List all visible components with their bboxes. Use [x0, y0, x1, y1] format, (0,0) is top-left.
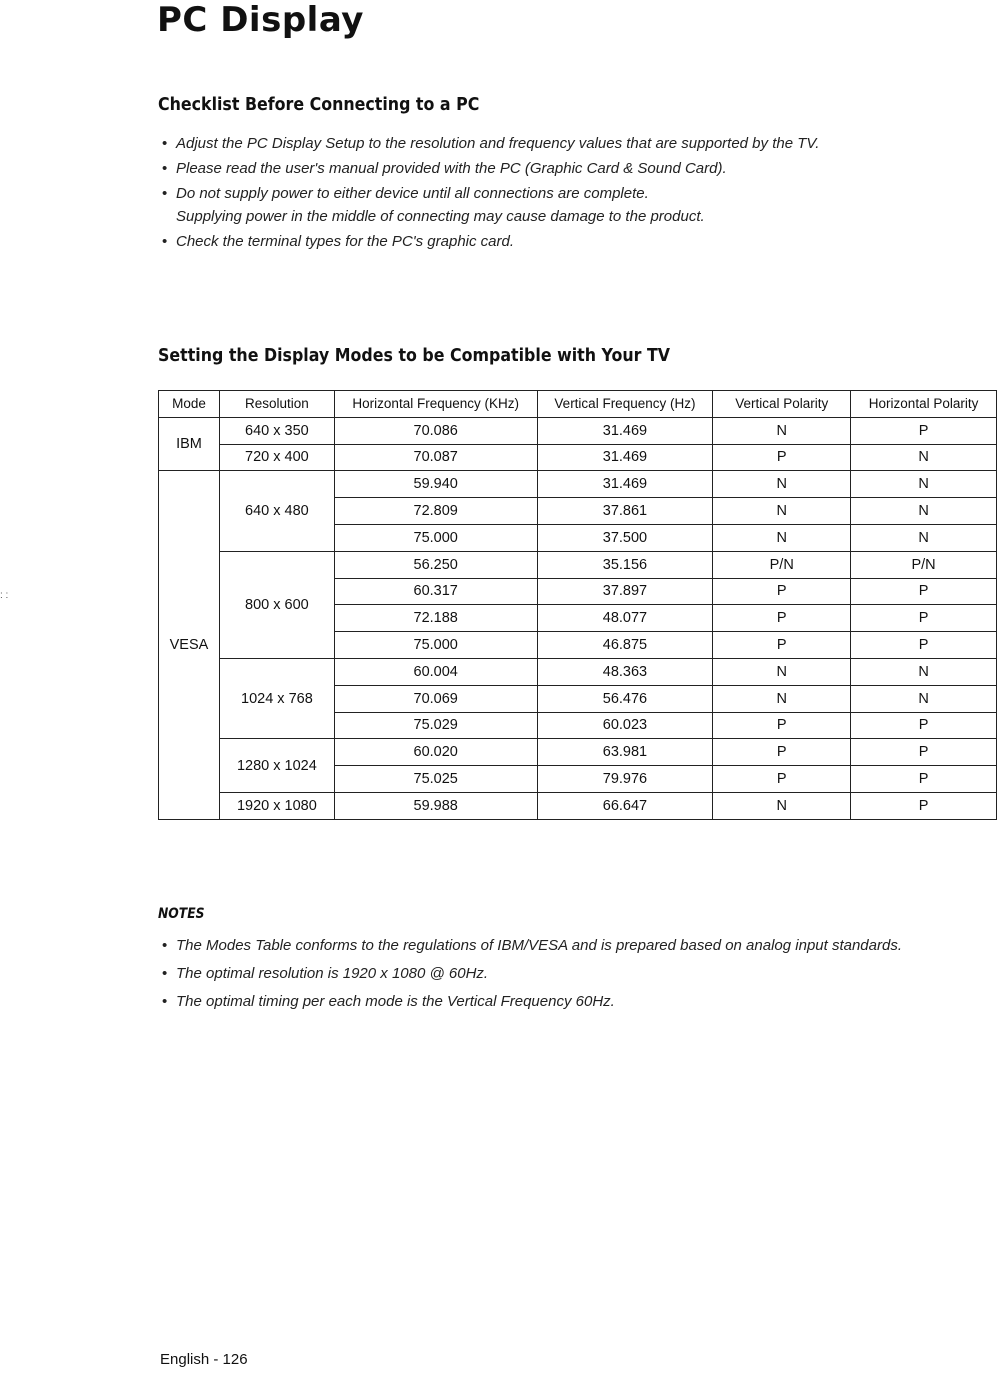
vpol-cell: N [713, 471, 851, 498]
hfreq-cell: 72.809 [334, 498, 537, 525]
column-header: Horizontal Polarity [851, 391, 997, 418]
hfreq-cell: 75.025 [334, 766, 537, 793]
checklist-item-text: • Adjust the PC Display Setup to the resolution and frequency values that are supported by the TV. [176, 135, 820, 152]
table-row [159, 471, 997, 498]
resolution-cell: 720 x 400 [219, 444, 334, 471]
vpol-cell: P/N [713, 551, 851, 578]
resolution-cell: 1920 x 1080 [219, 792, 334, 819]
column-header: Resolution [219, 391, 334, 418]
hfreq-cell: 70.069 [334, 685, 537, 712]
page-title: PC Display [157, 0, 364, 40]
display-modes-table [158, 390, 997, 820]
vpol-cell: P [713, 712, 851, 739]
hfreq-cell: 59.940 [334, 471, 537, 498]
hpol-cell: P [851, 739, 997, 766]
vfreq-cell: 31.469 [537, 471, 713, 498]
hpol-cell: P [851, 417, 997, 444]
vpol-cell: N [713, 685, 851, 712]
checklist-item [160, 157, 995, 180]
vpol-cell: N [713, 498, 851, 525]
hpol-cell: N [851, 444, 997, 471]
table-row [159, 792, 997, 819]
hfreq-cell: 72.188 [334, 605, 537, 632]
table-row [159, 658, 997, 685]
hpol-cell: N [851, 685, 997, 712]
vfreq-cell: 48.363 [537, 658, 713, 685]
checklist-item [160, 230, 995, 253]
vfreq-cell: 37.897 [537, 578, 713, 605]
hpol-cell: N [851, 498, 997, 525]
vfreq-cell: 56.476 [537, 685, 713, 712]
checklist-heading: Checklist Before Connecting to a PC [158, 94, 480, 115]
vpol-cell: P [713, 632, 851, 659]
vfreq-cell: 48.077 [537, 605, 713, 632]
vfreq-cell: 63.981 [537, 739, 713, 766]
vpol-cell: P [713, 444, 851, 471]
notes-item-text: • The optimal timing per each mode is the Vertical Frequency 60Hz. [176, 993, 615, 1010]
vpol-cell: P [713, 578, 851, 605]
hpol-cell: P [851, 792, 997, 819]
hpol-cell: P [851, 766, 997, 793]
checklist-item-text: • Check the terminal types for the PC's graphic card. [176, 233, 515, 250]
notes-list [160, 934, 995, 1018]
vpol-cell: P [713, 739, 851, 766]
hpol-cell: N [851, 524, 997, 551]
notes-heading: NOTES [158, 906, 205, 922]
column-header: Vertical Polarity [713, 391, 851, 418]
column-header: Vertical Frequency (Hz) [537, 391, 713, 418]
hfreq-cell: 75.000 [334, 632, 537, 659]
notes-item-text: • The optimal resolution is 1920 x 1080 @ 60Hz. [176, 965, 489, 982]
column-header: Mode [159, 391, 220, 418]
hpol-cell: P [851, 578, 997, 605]
table-header-row [159, 391, 997, 418]
hfreq-cell: 56.250 [334, 551, 537, 578]
table-row [159, 551, 997, 578]
hpol-cell: N [851, 658, 997, 685]
display-modes-heading: Setting the Display Modes to be Compatible with Your TV [158, 345, 671, 366]
table-row [159, 417, 997, 444]
hfreq-cell: 60.317 [334, 578, 537, 605]
checklist-item [160, 182, 995, 228]
checklist-list [160, 132, 995, 255]
vpol-cell: N [713, 417, 851, 444]
vfreq-cell: 37.500 [537, 524, 713, 551]
checklist-item-text: Supplying power in the middle of connecting may cause damage to the product. [176, 208, 705, 225]
hfreq-cell: 75.029 [334, 712, 537, 739]
vfreq-cell: 37.861 [537, 498, 713, 525]
vpol-cell: N [713, 658, 851, 685]
resolution-cell: 800 x 600 [219, 551, 334, 658]
hfreq-cell: 60.004 [334, 658, 537, 685]
checklist-item-text: • Do not supply power to either device until all connections are complete. [176, 185, 649, 202]
margin-mark: : : [0, 590, 9, 601]
table-row [159, 739, 997, 766]
notes-item [160, 934, 995, 957]
vfreq-cell: 66.647 [537, 792, 713, 819]
vpol-cell: P [713, 766, 851, 793]
hpol-cell: P [851, 712, 997, 739]
resolution-cell: 1024 x 768 [219, 658, 334, 738]
mode-cell: VESA [159, 471, 220, 819]
resolution-cell: 640 x 480 [219, 471, 334, 551]
vfreq-cell: 79.976 [537, 766, 713, 793]
vfreq-cell: 35.156 [537, 551, 713, 578]
hpol-cell: P/N [851, 551, 997, 578]
vfreq-cell: 60.023 [537, 712, 713, 739]
mode-cell: IBM [159, 417, 220, 471]
hfreq-cell: 70.087 [334, 444, 537, 471]
checklist-item-text: • Please read the user's manual provided with the PC (Graphic Card & Sound Card). [176, 160, 727, 177]
hfreq-cell: 59.988 [334, 792, 537, 819]
vfreq-cell: 46.875 [537, 632, 713, 659]
hpol-cell: P [851, 605, 997, 632]
vpol-cell: P [713, 605, 851, 632]
resolution-cell: 1280 x 1024 [219, 739, 334, 793]
vpol-cell: N [713, 524, 851, 551]
hpol-cell: N [851, 471, 997, 498]
notes-item [160, 962, 995, 985]
hfreq-cell: 70.086 [334, 417, 537, 444]
vfreq-cell: 31.469 [537, 417, 713, 444]
resolution-cell: 640 x 350 [219, 417, 334, 444]
table-row [159, 444, 997, 471]
vpol-cell: N [713, 792, 851, 819]
notes-item-text: • The Modes Table conforms to the regulations of IBM/VESA and is prepared based on analog input standards. [176, 937, 902, 954]
notes-item [160, 990, 995, 1013]
page-footer: English - 126 [160, 1351, 248, 1368]
hfreq-cell: 75.000 [334, 524, 537, 551]
checklist-item [160, 132, 995, 155]
hfreq-cell: 60.020 [334, 739, 537, 766]
vfreq-cell: 31.469 [537, 444, 713, 471]
column-header: Horizontal Frequency (KHz) [334, 391, 537, 418]
hpol-cell: P [851, 632, 997, 659]
